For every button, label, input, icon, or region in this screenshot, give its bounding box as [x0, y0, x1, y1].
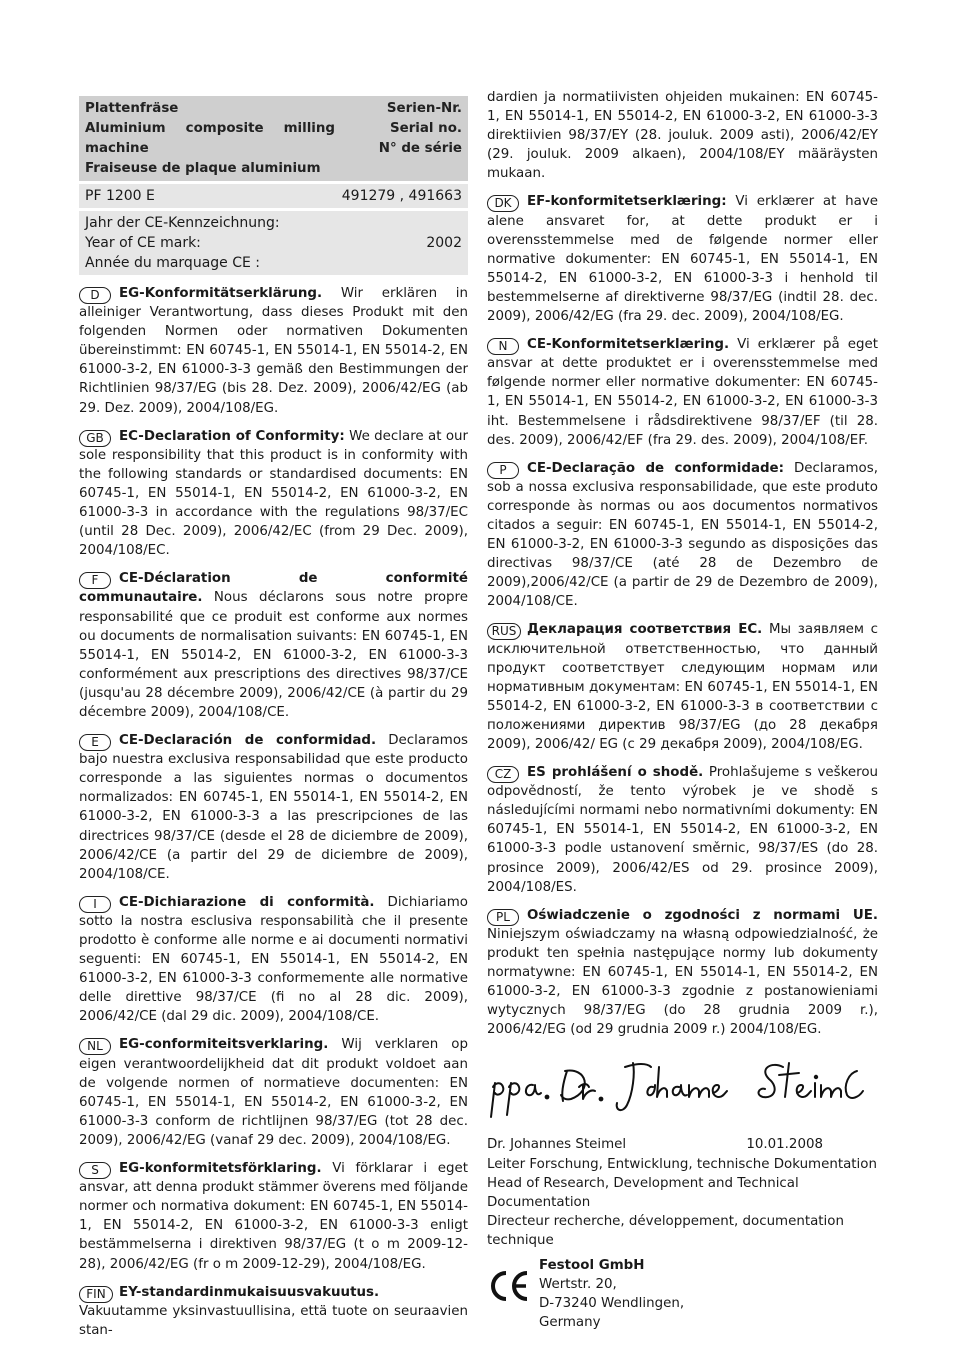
language-badge: DK [487, 195, 519, 212]
declaration-dk [487, 192, 878, 326]
product-names [85, 99, 335, 179]
declaration-title: EY-standardinmukaisuusvakuutus. [119, 1284, 380, 1300]
declaration-pl [487, 906, 878, 1040]
declaration-de [79, 284, 468, 418]
right-column [487, 88, 878, 1336]
language-badge: P [487, 462, 519, 479]
declaration-title: CE-Déclaration de conformité communautaire. [79, 571, 468, 606]
declaration-title: CE-Konformitetserklæring. [527, 337, 730, 353]
language-badge: CZ [487, 766, 519, 783]
declaration-title: EF-konformitetserklæring: [527, 194, 727, 210]
declaration-n [487, 335, 878, 450]
serial-label-en: Serial no. [389, 121, 462, 136]
product-spec-table [79, 96, 468, 181]
declaration-title: EG-Konformitätserklärung. [119, 286, 323, 301]
signatory-name: Dr. Johannes Steimel [487, 1137, 627, 1153]
declaration-nl [79, 1035, 468, 1150]
declaration-body: Niniejszym oświadczamy na własną odpowiedzialność, że produkt ten spełnia następujące normy lub dokumenty normatywne: EN 60745-1, EN 55014-1, EN 55014-2, EN 61000-3-2, EN 61000-3-3 zgodnie z postanowieniami wytycznych 98/37/EG (do 28 grudnia 2009 r.), 2006/42/EG (od 29 grudnia 2009 r.) 2004/108/EG. [487, 926, 878, 1038]
language-badge: I [79, 896, 111, 913]
language-badge: N [487, 338, 519, 355]
language-badge: FIN [79, 1286, 113, 1303]
declaration-body: Vi erklærer at have alene ansvaret for, at dette produkt er i overensstemmelse med de følgende normer eller normative dokumenter: EN 60745-1, EN 55014-1, EN 55014-2, EN 61000-3-2, EN 61000-3-3 i henhold til bestemmelserne af direktiverne 98/37/EG (indtil 28. dec. 2009), 2006/42/EG (fra 29. dec. 2009), 2004/108/EG. [487, 194, 878, 325]
declaration-body: Nous déclarons sous notre propre responsabilité que ce produit est conforme aux normes ou documents de normalisation suivants: EN 60745-1, EN 55014-1, EN 55014-2, EN 61000-3-2, EN 61000-3-3 conformément aux prescriptions des directives 98/37/CE (jusqu'au 28 décembre 2009), 2006/42/CE (à partir du 29 décembre 2009), 2004/108/CE. [79, 590, 468, 720]
language-badge: E [79, 734, 111, 751]
declaration-text [487, 459, 878, 612]
ce-mark-icon [489, 1270, 531, 1302]
declaration-title: Декларация соответствия ЕС. [527, 622, 763, 638]
declaration-body: Wir erklären in alleiniger Verantwortung, dass dieses Produkt mit den folgenden Normen oder normativen Dokumenten übereinstimmt: EN 60745-1, EN 55014-1, EN 55014-2, EN 61000-3-2, EN 61000-3-3 gemäß den Bestimmungen der Richtlinien 98/37/EG (bis 28. Dez. 2009), 2006/42/EG (ab 29. Dez. 2009), 2004/108/EG. [79, 286, 468, 416]
declaration-s [79, 1159, 468, 1274]
declaration-p [487, 459, 878, 612]
signatory-role-de: Leiter Forschung, Entwicklung, technische Dokumentation [487, 1156, 877, 1172]
language-badge: NL [79, 1038, 111, 1055]
handwritten-signature [487, 1053, 878, 1135]
declaration-i [79, 893, 468, 1027]
ce-year-labels [85, 213, 280, 273]
declaration-body: We declare at our sole responsibility that this product is in conformity with the following standards or standardised documents: EN 60745-1, EN 55014-1, EN 55014-2, EN 61000-3-2, EN 61000-3-3 in accordance with the regulations 98/37/EC (until 28 Dec. 2009), 2006/42/EC (from 29 Dec. 2009), 2004/108/EC. [79, 428, 469, 559]
ce-year-label-fr: Année du marquage CE : [85, 255, 261, 271]
declaration-text [79, 893, 468, 1027]
language-badge: D [79, 287, 111, 304]
left-column [79, 88, 468, 1340]
declaration-body: Wij verklaren op eigen verantwoordelijkheid dat dit produkt voldoet aan de volgende normen of normatieve documenten: EN 60745-1, EN 55014-1, EN 55014-2, EN 61000-3-2, EN 61000-3-3 conform de richtlijnen 98/37/EG (tot 28 dec. 2009), 2006/42/EG (vanaf 29 dec. 2009), 2004/108/EG. [79, 1037, 468, 1148]
declaration-title: Oświadczenie o zgodności z normami UE. [527, 907, 878, 923]
declaration-text [79, 731, 468, 884]
model-serials: 491279 , 491663 [341, 188, 462, 204]
language-badge: RUS [487, 623, 521, 640]
language-badge: F [79, 572, 111, 589]
declaration-body: Declaramos bajo nuestra exclusiva responsabilidad que este producto corresponde a las siguientes normas o documentos normalizados: EN 60745-1, EN 55014-1, EN 55014-2, EN 61000-3-2, EN 61000-3-3 a las prescripciones de las directrices 98/37/CE (desde el 28 de diciembre de 2009), 2006/42/CE (a partir del 29 de diciembre de 2009), 2004/108/CE. [79, 733, 468, 882]
company-street: Wertstr. 20, [539, 1277, 617, 1293]
signature-date: 10.01.2008 [746, 1137, 823, 1153]
declaration-title: EC-Declaration of Conformity: [119, 428, 345, 444]
declaration-title: EG-conformiteitsverklaring. [119, 1037, 329, 1053]
declaration-cz [487, 763, 878, 897]
declaration-text [79, 569, 468, 722]
declaration-title: CE-Declaración de conformidad. [119, 733, 377, 749]
declaration-text [79, 284, 468, 418]
declaration-title: EG-konformitetsförklaring. [119, 1161, 322, 1177]
declaration-rus [487, 620, 878, 754]
ce-year-row [79, 211, 468, 275]
declarations-left [79, 284, 468, 1340]
declaration-body: Vi förklarar i eget ansvar, att denna produkt stämmer överens med följande normer och normativa dokument: EN 60745-1, EN 55014-1, EN 55014-2, EN 61000-3-2, EN 61000-3-3 enligt bestämmelserna i direktiven 98/37/EG (t o m 2009-12-28), 2006/42/EG (fr o m 2009-12-29), 2004/108/EG. [79, 1161, 468, 1272]
language-badge: PL [487, 909, 519, 926]
signatory-role-fr: Directeur recherche, développement, documentation technique [487, 1213, 844, 1248]
serial-label-de: Serien-Nr. [386, 101, 462, 116]
declaration-body: Declaramos, sob a nossa exclusiva responsabilidade, que este produto corresponde às normas ou aos documentos normativos citados a seguir: EN 60745-1, EN 55014-1, EN 55014-2, EN 61000-3-2, EN 61000-3-3 segundo as disposições das directivas 98/37/CE (até 28 de Dezembro de 2009),2006/42/CE (a partir de 29 de Dezembro de 2009), 2004/108/CE. [487, 460, 878, 610]
company-city: D-73240 Wendlingen, [539, 1296, 685, 1312]
declaration-body: Vi erklærer på eget ansvar at dette produktet er i overensstemmelse med følgende normer eller normative dokumenter: EN 60745-1, EN 55014-1, EN 55014-2, EN 61000-3-2, EN 61000-3-3 iht. Bestemmelsene i rådsdirektivene 98/37/EF (til 28. des. 2009), 2006/42/EF (fra 29. des. 2009), 2004/108/EF. [487, 337, 878, 448]
product-name-de: Plattenfräse [85, 101, 179, 116]
ce-year-label-de: Jahr der CE-Kennzeichnung: [85, 215, 280, 231]
model-name: PF 1200 E [85, 188, 155, 204]
declaration-text [487, 763, 878, 897]
declaration-body: Мы заявляем с исключительной ответственностью, что данный продукт соответствует следующим нормам или нормативным документам: EN 60745-1, EN 55014-1, EN 55014-2, EN 61000-3-2, EN 61000-3-3 в соответствии с положениями директив 98/37/EG (до 28 декабря 2009), 2006/42/ EG (с 29 декабря 2009), 2004/108/EG. [487, 622, 878, 752]
product-header [79, 96, 468, 181]
declaration-e [79, 731, 468, 884]
signatory-role-en: Head of Research, Development and Technical Documentation [487, 1175, 799, 1210]
declaration-text [79, 1035, 468, 1150]
signatory-row [487, 1135, 878, 1154]
declaration-text [79, 427, 468, 561]
declaration-text [487, 906, 878, 1040]
declaration-text [487, 335, 878, 450]
ce-year-value: 2002 [426, 235, 462, 251]
model-row [79, 184, 468, 208]
declaration-body: Dichiariamo sotto la nostra esclusiva responsabilità che il presente prodotto è conforme alle norme e ai documenti normativi seguenti: EN 60745-1, EN 55014-1, EN 55014-2, EN 61000-3-2, EN 61000-3-3 conformemente alle normative delle direttive 98/37/CE (fi no al 28 dic. 2009), 2006/42/CE (dal 29 dic. 2009), 2004/108/CE. [79, 894, 469, 1025]
declaration-text [487, 192, 878, 326]
product-name-en: Aluminium composite milling machine [85, 121, 335, 156]
company-address [539, 1256, 684, 1332]
company-block [487, 1256, 878, 1336]
fin-continuation: dardien ja normatiivisten ohjeiden mukainen: EN 60745-1, EN 55014-1, EN 55014-2, EN 61000-3-2, EN 61000-3-3 direktiivien 98/37/EY (28. jouluk. 2009 asti), 2006/42/EY (29. jouluk. 2009 alkaen), 2004/108/EY määräysten mukaan. [487, 90, 878, 182]
declaration-fin [79, 1283, 468, 1340]
signature-image [487, 1053, 878, 1133]
declaration-title: CE-Declaração de conformidade: [527, 460, 784, 476]
declaration-text [79, 1159, 468, 1274]
language-badge: S [79, 1162, 111, 1179]
declaration-title: CE-Dichiarazione di conformità. [119, 894, 375, 910]
declaration-gb [79, 427, 468, 561]
declaration-text [487, 620, 878, 754]
serial-labels [379, 99, 462, 179]
declaration-title: ES prohlášení o shodě. [527, 765, 704, 781]
language-badge: GB [79, 430, 111, 447]
declaration-text [79, 1283, 468, 1340]
product-name-fr: Fraiseuse de plaque aluminium [85, 161, 321, 176]
company-country: Germany [539, 1315, 601, 1331]
declaration-body: Vakuutamme yksinvastuullisina, että tuote on seuraavien stan- [79, 1303, 468, 1338]
ce-year-label-en: Year of CE mark: [85, 235, 201, 251]
serial-label-fr: N° de série [378, 141, 462, 156]
company-name: Festool GmbH [539, 1257, 645, 1273]
declaration-f [79, 569, 468, 722]
declaration-body: Prohlašujeme s veškerou odpovědností, že tento výrobek je ve shodě s následujícími normami nebo normativními dokumenty: EN 60745-1, EN 55014-1, EN 55014-2, EN 61000-3-2, EN 61000-3-3 podle ustanovení směrnic, 98/37/ES (do 28. prosince 2009), 2006/42/ES od 29. prosince 2009), 2004/108/ES. [487, 765, 878, 895]
